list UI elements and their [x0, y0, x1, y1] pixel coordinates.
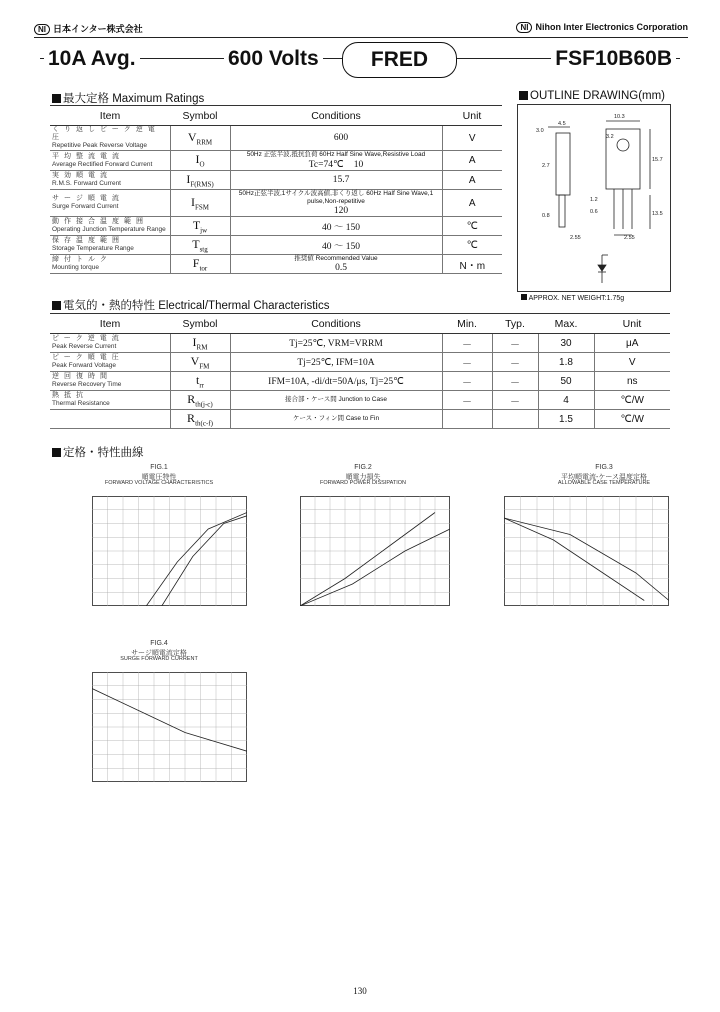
item-cell: [50, 334, 170, 353]
item-en: Reverse Recovery Time: [52, 381, 122, 388]
electrical-thermal-table: [50, 313, 670, 429]
column-header: Symbol: [170, 106, 230, 126]
ni-logo-icon: NI: [516, 22, 532, 33]
characteristic-curve: [300, 513, 435, 607]
symbol-cell: $F_{tor}$: [170, 255, 230, 274]
dim-label: 0.6: [590, 209, 598, 215]
column-header: Unit: [442, 106, 502, 126]
item-en: Thermal Resistance: [52, 400, 110, 407]
typ-cell: －: [492, 353, 538, 372]
company-logo-left: NI 日本インター株式会社: [34, 22, 143, 35]
item-en: Surge Forward Current: [52, 203, 119, 210]
conditions-cell: 15.7: [230, 171, 442, 190]
max-cell: 1.5: [538, 410, 594, 429]
symbol-cell: $T_{jw}$: [170, 217, 230, 236]
conditions-cell: 推奨値 Recommended Value 0.5: [230, 255, 442, 274]
table-row: [50, 171, 502, 190]
fig-3-plot: [504, 496, 669, 606]
fig-2-plot: [300, 496, 450, 606]
item-en: Peak Reverse Current: [52, 343, 117, 350]
unit-cell: V: [442, 126, 502, 151]
title-device-type: FRED: [342, 42, 457, 78]
symbol-cell: $T_{stg}$: [170, 236, 230, 255]
conditions-cell: Tj=25℃, IFM=10A: [230, 353, 442, 372]
unit-cell: N・m: [442, 255, 502, 274]
item-en: Operating Junction Temperature Range: [52, 226, 166, 233]
approx-weight: APPROX. NET WEIGHT:1.75g: [521, 294, 624, 302]
fig-2: FIG.2 順電力損失 FORWARD POWER DISSIPATION: [268, 464, 458, 624]
conditions-cell: IFM=10A, -di/dt=50A/μs, Tj=25℃: [230, 372, 442, 391]
item-cell: [50, 171, 170, 190]
table-row: [50, 372, 670, 391]
column-header: Conditions: [230, 106, 442, 126]
table-header-row: [50, 106, 502, 126]
column-header: Typ.: [492, 314, 538, 334]
dim-label: 3.0: [536, 128, 544, 134]
dim-label: 2.7: [542, 163, 550, 169]
characteristic-curve: [504, 518, 644, 601]
max-ratings-heading: 最大定格 Maximum Ratings: [52, 90, 204, 106]
item-cell: [50, 372, 170, 391]
max-cell: 30: [538, 334, 594, 353]
item-en: Mounting torque: [52, 264, 99, 271]
unit-cell: ℃: [442, 236, 502, 255]
table-row: [50, 391, 670, 410]
square-bullet-icon: [52, 301, 61, 310]
conditions-cell: 50Hz 正弦半波,抵抗負荷 60Hz Half Sine Wave,Resistive Load Tc=74℃ 10: [230, 151, 442, 171]
max-cell: 1.8: [538, 353, 594, 372]
unit-cell: V: [594, 353, 670, 372]
symbol-cell: $V_{RRM}$: [170, 126, 230, 151]
max-cell: 4: [538, 391, 594, 410]
title-voltage: 600 Volts: [224, 42, 323, 76]
item-jp: 平均整流電流: [52, 152, 124, 160]
symbol-cell: $t_{rr}$: [170, 372, 230, 391]
item-jp: ピーク逆電流: [52, 335, 124, 342]
company-logo-right: NI Nihon Inter Electronics Corporation: [516, 22, 688, 33]
dim-label: 10.3: [614, 114, 625, 120]
item-jp: サージ順電流: [52, 195, 124, 202]
conditions-cell: ケース・フィン間 Case to Fin: [230, 410, 442, 429]
item-cell: [50, 126, 170, 151]
item-cell: [50, 391, 170, 410]
item-jp: 実効順電流: [52, 172, 112, 179]
item-cell: [50, 410, 170, 429]
item-en: R.M.S. Forward Current: [52, 180, 121, 187]
item-jp: くり返しピーク逆電圧: [52, 126, 160, 141]
fig-4: FIG.4 サージ順電流定格 SURGE FORWARD CURRENT: [64, 640, 254, 800]
unit-cell: A: [442, 151, 502, 171]
title-bar: [40, 42, 680, 76]
table-row: [50, 190, 502, 217]
item-cell: [50, 217, 170, 236]
column-header: Unit: [594, 314, 670, 334]
dim-label: 13.5: [652, 211, 663, 217]
dim-label: 2.55: [624, 235, 635, 241]
item-en: Repetitive Peak Reverse Voltage: [52, 142, 148, 149]
table-row: [50, 217, 502, 236]
fig-4-plot: [92, 672, 247, 782]
characteristic-curve: [146, 513, 247, 607]
symbol-cell: $I_{FSM}$: [170, 190, 230, 217]
column-header: Max.: [538, 314, 594, 334]
table-row: [50, 255, 502, 274]
table-row: [50, 334, 670, 353]
title-current: 10A Avg.: [44, 42, 140, 76]
outline-heading: OUTLINE DRAWING(mm): [519, 90, 665, 102]
symbol-cell: $I_{F(RMS)}$: [170, 171, 230, 190]
table-row: [50, 410, 670, 429]
page-number: 130: [353, 986, 367, 996]
outline-drawing: [517, 104, 671, 292]
column-header: Item: [50, 314, 170, 334]
fig-1: FIG.1 順電圧特性 FORWARD VOLTAGE CHARACTERISTICS: [64, 464, 254, 624]
typ-cell: [492, 410, 538, 429]
page-header: [34, 22, 688, 38]
square-bullet-icon: [52, 448, 61, 457]
item-jp: ピーク順電圧: [52, 354, 124, 361]
symbol-cell: $V_{FM}$: [170, 353, 230, 372]
elec-heading: 電気的・熱的特性 Electrical/Thermal Characteristics: [52, 297, 329, 313]
square-bullet-icon: [521, 294, 527, 300]
dim-label: 2.55: [570, 235, 581, 241]
item-jp: 締付トルク: [52, 256, 112, 263]
item-jp: 逆回復時間: [52, 373, 112, 380]
table-row: [50, 236, 502, 255]
item-en: Peak Forward Voltage: [52, 362, 116, 369]
dim-label: 3.2: [606, 134, 614, 140]
dim-label: 0.8: [542, 213, 550, 219]
table-row: [50, 151, 502, 171]
fig-3: FIG.3 平均順電流-ケース温度定格 ALLOWABLE CASE TEMPERATURE: [474, 464, 674, 624]
to220-package-drawing: [518, 105, 670, 291]
conditions-cell: 40 ～ 150: [230, 236, 442, 255]
table-row: [50, 353, 670, 372]
max-cell: 50: [538, 372, 594, 391]
unit-cell: ns: [594, 372, 670, 391]
item-en: Storage Temperature Range: [52, 245, 134, 252]
title-part-number: FSF10B60B: [551, 42, 676, 76]
symbol-cell: $I_O$: [170, 151, 230, 171]
item-cell: [50, 151, 170, 171]
item-jp: 熱抵抗: [52, 392, 88, 399]
conditions-cell: 接合部・ケース間 Junction to Case: [230, 391, 442, 410]
unit-cell: A: [442, 171, 502, 190]
ni-logo-icon: NI: [34, 24, 50, 35]
unit-cell: ℃: [442, 217, 502, 236]
column-header: Item: [50, 106, 170, 126]
typ-cell: －: [492, 372, 538, 391]
max-ratings-table: [50, 105, 502, 274]
square-bullet-icon: [519, 91, 528, 100]
column-header: Conditions: [230, 314, 442, 334]
item-cell: [50, 255, 170, 274]
column-header: Min.: [442, 314, 492, 334]
typ-cell: －: [492, 334, 538, 353]
conditions-cell: 50Hz正弦半波,1サイクル波高値,非くり返し 60Hz Half Sine Wave,1 pulse,Non-repetitive 120: [230, 190, 442, 217]
min-cell: －: [442, 334, 492, 353]
min-cell: －: [442, 372, 492, 391]
unit-cell: ℃/W: [594, 391, 670, 410]
symbol-cell: $I_{RM}$: [170, 334, 230, 353]
conditions-cell: Tj=25℃, VRM=VRRM: [230, 334, 442, 353]
unit-cell: A: [442, 190, 502, 217]
table-row: [50, 126, 502, 151]
dim-label: 1.2: [590, 197, 598, 203]
table-header-row: [50, 314, 670, 334]
conditions-cell: 600: [230, 126, 442, 151]
characteristic-curve: [162, 516, 247, 606]
item-cell: [50, 190, 170, 217]
item-jp: 保存温度範囲: [52, 237, 124, 244]
symbol-cell: $R_{th(c-f)}$: [170, 410, 230, 429]
min-cell: －: [442, 391, 492, 410]
item-cell: [50, 236, 170, 255]
unit-cell: μA: [594, 334, 670, 353]
min-cell: －: [442, 353, 492, 372]
item-jp: 動作接合温度範囲: [52, 218, 148, 225]
dim-label: 4.5: [558, 121, 566, 127]
fig-1-plot: [92, 496, 247, 606]
square-bullet-icon: [52, 94, 61, 103]
column-header: Symbol: [170, 314, 230, 334]
typ-cell: －: [492, 391, 538, 410]
dim-label: 15.7: [652, 157, 663, 163]
conditions-cell: 40 ～ 150: [230, 217, 442, 236]
min-cell: [442, 410, 492, 429]
item-en: Average Rectified Forward Current: [52, 160, 153, 168]
item-cell: [50, 353, 170, 372]
curves-heading: 定格・特性曲線: [52, 444, 144, 460]
symbol-cell: $R_{th(j-c)}$: [170, 391, 230, 410]
unit-cell: ℃/W: [594, 410, 670, 429]
